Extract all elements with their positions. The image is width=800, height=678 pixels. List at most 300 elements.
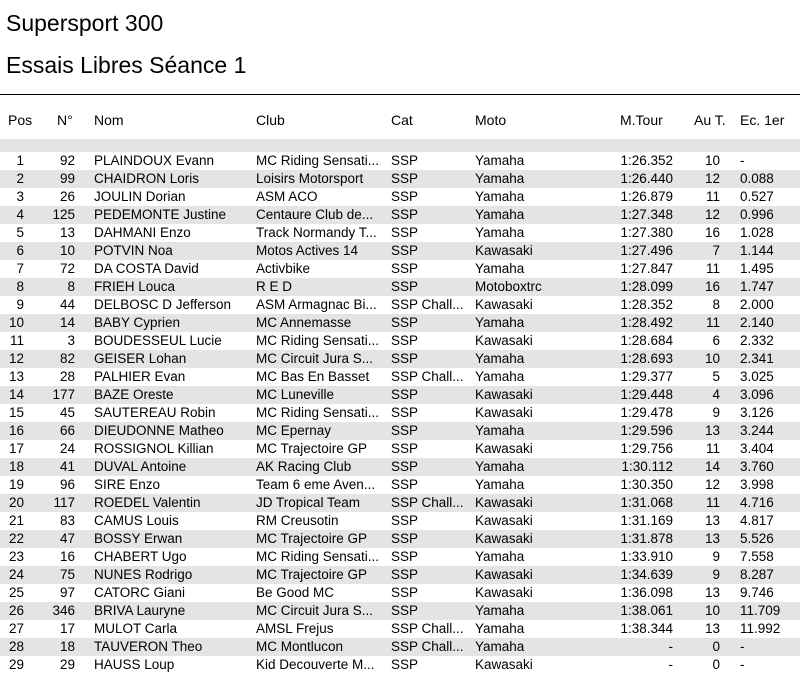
cell-laps: 11 — [705, 189, 720, 204]
cell-name: PALHIER Evan — [94, 369, 186, 384]
cell-laps: 0 — [712, 639, 720, 654]
cell-number: 41 — [59, 459, 75, 474]
cell-name: ROEDEL Valentin — [94, 495, 201, 510]
cell-club: Activbike — [256, 261, 311, 276]
cell-name: BOSSY Erwan — [94, 531, 183, 546]
cell-number: 13 — [59, 225, 75, 240]
results-table — [0, 152, 800, 674]
table-row — [0, 494, 800, 512]
table-row — [0, 242, 800, 260]
cell-best-lap: 1:38.344 — [620, 621, 673, 636]
cell-pos: 29 — [8, 657, 24, 672]
cell-club: MC Circuit Jura S... — [256, 351, 374, 366]
cell-club: MC Circuit Jura S... — [256, 603, 374, 618]
table-row — [0, 350, 800, 368]
cell-laps: 11 — [705, 261, 720, 276]
cell-pos: 22 — [8, 531, 24, 546]
table-row — [0, 512, 800, 530]
cell-number: 99 — [59, 171, 75, 186]
cell-number: 82 — [59, 351, 75, 366]
cell-club: MC Riding Sensati... — [256, 549, 380, 564]
page-title: Supersport 300 — [6, 10, 164, 36]
cell-pos: 19 — [8, 477, 24, 492]
cell-pos: 16 — [8, 423, 24, 438]
cell-category: SSP — [391, 261, 419, 276]
cell-laps: 7 — [712, 243, 720, 258]
cell-club: Kid Decouverte M... — [256, 657, 375, 672]
cell-club: R E D — [256, 279, 293, 294]
cell-gap: 5.526 — [740, 531, 774, 546]
cell-best-lap: 1:26.879 — [620, 189, 673, 204]
cell-best-lap: 1:36.098 — [620, 585, 673, 600]
cell-category: SSP — [391, 279, 419, 294]
cell-moto: Yamaha — [475, 225, 525, 240]
cell-name: ROSSIGNOL Killian — [94, 441, 214, 456]
table-row — [0, 386, 800, 404]
cell-name: CAMUS Louis — [94, 513, 179, 528]
cell-name: CATORC Giani — [94, 585, 186, 600]
cell-gap: 11.709 — [740, 603, 781, 618]
cell-name: POTVIN Noa — [94, 243, 173, 258]
cell-category: SSP — [391, 459, 419, 474]
cell-gap: 2.341 — [740, 351, 774, 366]
cell-gap: 3.126 — [740, 405, 774, 420]
cell-laps: 0 — [712, 657, 720, 672]
cell-gap: 3.244 — [740, 423, 774, 438]
cell-gap: 3.998 — [740, 477, 774, 492]
cell-name: CHAIDRON Loris — [94, 171, 200, 186]
cell-pos: 9 — [16, 297, 24, 312]
cell-name: GEISER Lohan — [94, 351, 187, 366]
cell-gap: 4.716 — [740, 495, 774, 510]
cell-club: MC Riding Sensati... — [256, 153, 380, 168]
table-row — [0, 368, 800, 386]
header-laps: Au T. — [694, 112, 726, 128]
table-header — [0, 110, 800, 132]
cell-pos: 4 — [16, 207, 24, 222]
cell-moto: Yamaha — [475, 603, 525, 618]
cell-category: SSP — [391, 333, 419, 348]
cell-category: SSP — [391, 315, 419, 330]
cell-moto: Motoboxtrc — [475, 279, 542, 294]
header-name: Nom — [94, 112, 124, 128]
cell-laps: 13 — [704, 513, 720, 528]
cell-laps: 5 — [712, 369, 720, 384]
cell-category: SSP — [391, 477, 419, 492]
cell-club: ASM Armagnac Bi... — [256, 297, 377, 312]
cell-pos: 1 — [16, 153, 24, 168]
cell-pos: 17 — [8, 441, 24, 456]
cell-pos: 25 — [8, 585, 24, 600]
cell-club: Loisirs Motorsport — [256, 171, 364, 186]
table-row — [0, 638, 800, 656]
cell-category: SSP — [391, 423, 419, 438]
cell-best-lap: 1:28.099 — [620, 279, 673, 294]
cell-moto: Yamaha — [475, 207, 525, 222]
cell-gap: 1.747 — [740, 279, 774, 294]
cell-number: 117 — [53, 495, 75, 510]
cell-club: MC Bas En Basset — [256, 369, 370, 384]
cell-gap: - — [740, 657, 745, 672]
cell-laps: 8 — [712, 297, 720, 312]
cell-moto: Kawasaki — [475, 441, 533, 456]
header-moto: Moto — [475, 112, 507, 128]
cell-pos: 10 — [8, 315, 24, 330]
cell-category: SSP Chall... — [391, 621, 464, 636]
cell-gap: 1.495 — [740, 261, 774, 276]
cell-moto: Kawasaki — [475, 567, 533, 582]
cell-pos: 23 — [8, 549, 24, 564]
cell-number: 97 — [59, 585, 75, 600]
cell-laps: 10 — [704, 603, 720, 618]
cell-name: FRIEH Louca — [94, 279, 176, 294]
cell-club: MC Annemasse — [256, 315, 352, 330]
cell-name: DUVAL Antoine — [94, 459, 187, 474]
cell-pos: 8 — [16, 279, 24, 294]
cell-club: MC Montlucon — [256, 639, 344, 654]
cell-category: SSP — [391, 153, 419, 168]
cell-gap: 2.140 — [740, 315, 774, 330]
cell-gap: 8.287 — [740, 567, 774, 582]
cell-club: Motos Actives 14 — [256, 243, 359, 258]
cell-category: SSP — [391, 405, 419, 420]
cell-best-lap: 1:28.492 — [620, 315, 673, 330]
cell-club: AMSL Frejus — [256, 621, 334, 636]
cell-pos: 24 — [8, 567, 24, 582]
cell-number: 18 — [59, 639, 75, 654]
cell-category: SSP — [391, 387, 419, 402]
cell-gap: 3.025 — [740, 369, 774, 384]
cell-moto: Yamaha — [475, 153, 525, 168]
cell-name: SIRE Enzo — [94, 477, 161, 492]
cell-gap: 11.992 — [740, 621, 781, 636]
cell-club: Be Good MC — [256, 585, 335, 600]
cell-moto: Yamaha — [475, 639, 525, 654]
cell-pos: 7 — [16, 261, 24, 276]
cell-gap: 7.558 — [740, 549, 774, 564]
cell-laps: 13 — [704, 531, 720, 546]
cell-number: 44 — [59, 297, 75, 312]
cell-gap: 2.000 — [740, 297, 774, 312]
cell-number: 29 — [59, 657, 75, 672]
cell-category: SSP — [391, 585, 419, 600]
table-row — [0, 584, 800, 602]
table-row — [0, 422, 800, 440]
cell-category: SSP — [391, 441, 419, 456]
cell-gap: 1.028 — [740, 225, 774, 240]
cell-name: BOUDESSEUL Lucie — [94, 333, 222, 348]
cell-number: 92 — [59, 153, 75, 168]
table-row — [0, 530, 800, 548]
cell-moto: Yamaha — [475, 351, 525, 366]
cell-name: PEDEMONTE Justine — [94, 207, 227, 222]
table-row — [0, 296, 800, 314]
cell-best-lap: - — [668, 657, 673, 672]
cell-number: 75 — [59, 567, 75, 582]
cell-laps: 16 — [704, 279, 720, 294]
cell-category: SSP — [391, 225, 419, 240]
cell-number: 177 — [52, 387, 75, 402]
cell-category: SSP Chall... — [391, 495, 464, 510]
cell-best-lap: - — [668, 639, 673, 654]
cell-best-lap: 1:33.910 — [620, 549, 673, 564]
table-row — [0, 188, 800, 206]
cell-name: TAUVERON Theo — [94, 639, 203, 654]
cell-name: BABY Cyprien — [94, 315, 181, 330]
table-row — [0, 278, 800, 296]
cell-laps: 4 — [712, 387, 720, 402]
cell-best-lap: 1:30.350 — [620, 477, 673, 492]
table-row — [0, 224, 800, 242]
cell-moto: Kawasaki — [475, 495, 533, 510]
cell-number: 10 — [59, 243, 75, 258]
cell-category: SSP Chall... — [391, 369, 464, 384]
cell-gap: 3.096 — [740, 387, 774, 402]
cell-category: SSP — [391, 171, 419, 186]
cell-club: Team 6 eme Aven... — [256, 477, 376, 492]
cell-club: AK Racing Club — [256, 459, 352, 474]
cell-laps: 10 — [704, 153, 720, 168]
header-category: Cat — [391, 112, 413, 128]
cell-gap: 9.746 — [740, 585, 774, 600]
cell-moto: Yamaha — [475, 477, 525, 492]
cell-laps: 12 — [704, 207, 720, 222]
cell-moto: Yamaha — [475, 549, 525, 564]
cell-number: 45 — [59, 405, 75, 420]
cell-name: BRIVA Lauryne — [94, 603, 186, 618]
cell-club: Track Normandy T... — [256, 225, 377, 240]
cell-name: PLAINDOUX Evann — [94, 153, 215, 168]
cell-category: SSP — [391, 603, 419, 618]
cell-laps: 12 — [704, 477, 720, 492]
cell-gap: 3.404 — [740, 441, 774, 456]
cell-laps: 6 — [712, 333, 720, 348]
cell-gap: - — [740, 153, 745, 168]
cell-club: MC Trajectoire GP — [256, 567, 368, 582]
cell-laps: 13 — [704, 423, 720, 438]
cell-best-lap: 1:38.061 — [620, 603, 673, 618]
cell-number: 16 — [59, 549, 75, 564]
cell-laps: 13 — [704, 585, 720, 600]
table-row — [0, 170, 800, 188]
cell-category: SSP — [391, 351, 419, 366]
cell-laps: 9 — [712, 549, 720, 564]
cell-pos: 15 — [8, 405, 24, 420]
cell-laps: 11 — [705, 495, 720, 510]
cell-category: SSP — [391, 531, 419, 546]
cell-club: MC Riding Sensati... — [256, 333, 380, 348]
cell-laps: 9 — [712, 405, 720, 420]
cell-number: 96 — [59, 477, 75, 492]
cell-laps: 11 — [705, 315, 720, 330]
cell-number: 8 — [67, 279, 75, 294]
cell-category: SSP — [391, 567, 419, 582]
cell-number: 83 — [59, 513, 75, 528]
cell-pos: 13 — [8, 369, 24, 384]
cell-pos: 6 — [16, 243, 24, 258]
cell-category: SSP Chall... — [391, 297, 464, 312]
cell-pos: 18 — [8, 459, 24, 474]
cell-name: MULOT Carla — [94, 621, 178, 636]
table-row — [0, 260, 800, 278]
cell-best-lap: 1:26.352 — [620, 153, 673, 168]
cell-best-lap: 1:29.756 — [620, 441, 673, 456]
cell-best-lap: 1:27.847 — [620, 261, 673, 276]
cell-pos: 21 — [8, 513, 24, 528]
cell-laps: 16 — [704, 225, 720, 240]
cell-best-lap: 1:27.348 — [620, 207, 673, 222]
cell-best-lap: 1:29.377 — [620, 369, 673, 384]
cell-moto: Kawasaki — [475, 513, 533, 528]
cell-category: SSP — [391, 657, 419, 672]
cell-gap: 2.332 — [740, 333, 774, 348]
cell-moto: Yamaha — [475, 369, 525, 384]
header-best-lap: M.Tour — [620, 112, 663, 128]
cell-club: MC Riding Sensati... — [256, 405, 380, 420]
page-subtitle: Essais Libres Séance 1 — [6, 52, 247, 78]
table-row — [0, 656, 800, 674]
cell-moto: Kawasaki — [475, 531, 533, 546]
cell-moto: Yamaha — [475, 171, 525, 186]
cell-number: 24 — [59, 441, 75, 456]
cell-best-lap: 1:29.596 — [620, 423, 673, 438]
table-row — [0, 602, 800, 620]
table-row — [0, 566, 800, 584]
cell-moto: Kawasaki — [475, 387, 533, 402]
cell-best-lap: 1:31.878 — [620, 531, 673, 546]
cell-pos: 26 — [8, 603, 24, 618]
cell-gap: - — [740, 639, 745, 654]
cell-number: 66 — [59, 423, 75, 438]
cell-moto: Yamaha — [475, 621, 525, 636]
cell-number: 47 — [59, 531, 75, 546]
cell-pos: 2 — [16, 171, 24, 186]
cell-name: DA COSTA David — [94, 261, 199, 276]
cell-moto: Yamaha — [475, 189, 525, 204]
cell-name: CHABERT Ugo — [94, 549, 187, 564]
cell-best-lap: 1:27.496 — [620, 243, 673, 258]
table-row — [0, 314, 800, 332]
table-row — [0, 548, 800, 566]
cell-pos: 3 — [16, 189, 24, 204]
cell-club: ASM ACO — [256, 189, 318, 204]
cell-club: RM Creusotin — [256, 513, 339, 528]
header-number: N° — [57, 112, 73, 128]
cell-name: DIEUDONNE Matheo — [94, 423, 224, 438]
cell-name: HAUSS Loup — [94, 657, 175, 672]
cell-best-lap: 1:26.440 — [620, 171, 673, 186]
cell-moto: Kawasaki — [475, 243, 533, 258]
header-pos: Pos — [8, 112, 33, 128]
cell-club: Centaure Club de... — [256, 207, 374, 222]
cell-moto: Kawasaki — [475, 657, 533, 672]
cell-pos: 12 — [8, 351, 24, 366]
cell-pos: 20 — [8, 495, 24, 510]
cell-name: DAHMANI Enzo — [94, 225, 191, 240]
cell-name: DELBOSC D Jefferson — [94, 297, 232, 312]
table-row — [0, 404, 800, 422]
cell-name: BAZE Oreste — [94, 387, 174, 402]
table-row — [0, 152, 800, 170]
cell-best-lap: 1:34.639 — [620, 567, 673, 582]
cell-club: MC Trajectoire GP — [256, 441, 368, 456]
cell-number: 72 — [59, 261, 75, 276]
cell-pos: 11 — [9, 333, 24, 348]
cell-number: 125 — [52, 207, 75, 222]
cell-moto: Kawasaki — [475, 405, 533, 420]
cell-moto: Kawasaki — [475, 297, 533, 312]
table-row — [0, 458, 800, 476]
cell-best-lap: 1:28.693 — [620, 351, 673, 366]
cell-laps: 10 — [704, 351, 720, 366]
cell-moto: Yamaha — [475, 459, 525, 474]
table-row — [0, 476, 800, 494]
cell-number: 14 — [59, 315, 75, 330]
cell-gap: 0.527 — [740, 189, 774, 204]
cell-name: SAUTEREAU Robin — [94, 405, 216, 420]
cell-club: JD Tropical Team — [256, 495, 361, 510]
cell-club: MC Trajectoire GP — [256, 531, 368, 546]
cell-best-lap: 1:31.169 — [620, 513, 673, 528]
title-divider — [0, 94, 800, 95]
table-row — [0, 206, 800, 224]
cell-best-lap: 1:28.684 — [620, 333, 673, 348]
cell-number: 346 — [52, 603, 75, 618]
cell-category: SSP — [391, 549, 419, 564]
cell-best-lap: 1:30.112 — [621, 459, 673, 474]
cell-laps: 14 — [704, 459, 720, 474]
cell-laps: 9 — [712, 567, 720, 582]
cell-best-lap: 1:27.380 — [620, 225, 673, 240]
cell-pos: 5 — [16, 225, 24, 240]
cell-name: NUNES Rodrigo — [94, 567, 193, 582]
cell-laps: 13 — [704, 621, 720, 636]
cell-best-lap: 1:31.068 — [620, 495, 673, 510]
cell-club: MC Luneville — [256, 387, 335, 402]
cell-laps: 12 — [704, 171, 720, 186]
cell-best-lap: 1:28.352 — [620, 297, 673, 312]
cell-category: SSP — [391, 207, 419, 222]
cell-category: SSP Chall... — [391, 639, 464, 654]
cell-category: SSP — [391, 243, 419, 258]
cell-category: SSP — [391, 513, 419, 528]
cell-pos: 14 — [8, 387, 24, 402]
cell-number: 26 — [59, 189, 75, 204]
cell-name: JOULIN Dorian — [94, 189, 186, 204]
table-row — [0, 440, 800, 458]
cell-pos: 28 — [8, 639, 24, 654]
table-row — [0, 332, 800, 350]
cell-gap: 3.760 — [740, 459, 774, 474]
cell-moto: Kawasaki — [475, 585, 533, 600]
cell-laps: 11 — [705, 441, 720, 456]
cell-club: MC Epernay — [256, 423, 332, 438]
cell-gap: 1.144 — [740, 243, 774, 258]
header-gap: Ec. 1er — [740, 112, 785, 128]
cell-number: 28 — [59, 369, 75, 384]
cell-number: 3 — [67, 333, 75, 348]
cell-pos: 27 — [8, 621, 24, 636]
cell-moto: Kawasaki — [475, 333, 533, 348]
cell-category: SSP — [391, 189, 419, 204]
cell-number: 17 — [59, 621, 75, 636]
cell-moto: Yamaha — [475, 423, 525, 438]
cell-gap: 0.088 — [740, 171, 774, 186]
header-separator — [0, 139, 800, 152]
table-row — [0, 620, 800, 638]
cell-moto: Yamaha — [475, 315, 525, 330]
cell-best-lap: 1:29.448 — [620, 387, 673, 402]
